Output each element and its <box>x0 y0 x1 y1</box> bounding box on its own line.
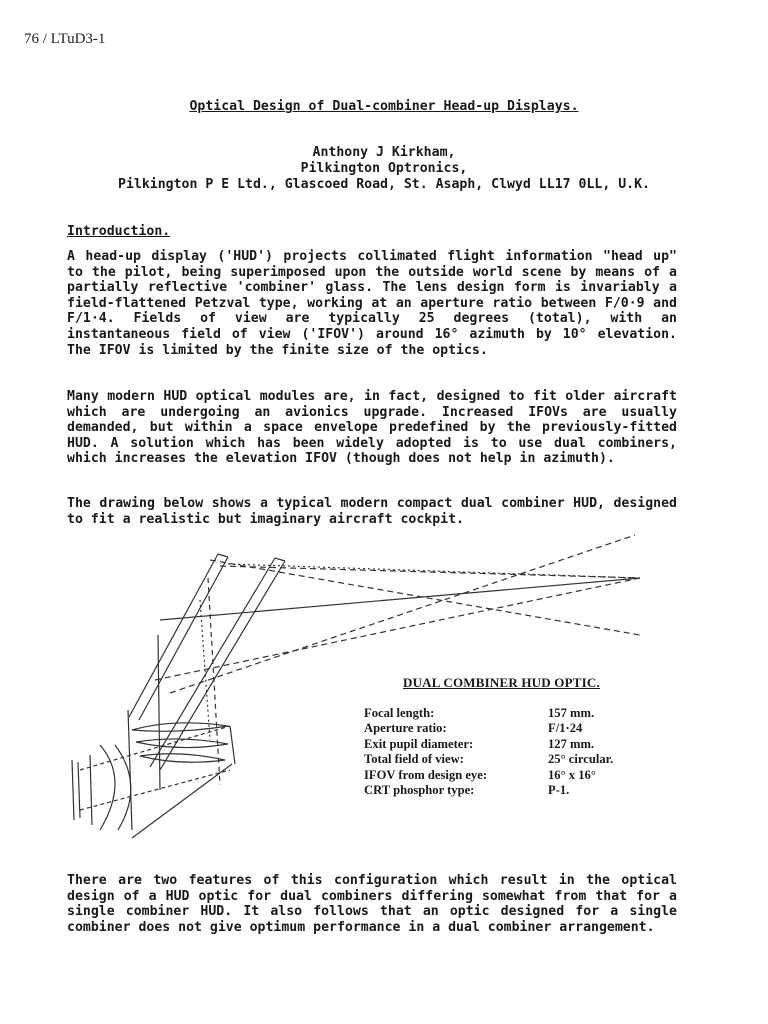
ray-solid <box>160 578 640 620</box>
section-heading-introduction: Introduction. <box>67 224 171 239</box>
lens-barrel <box>128 710 235 838</box>
spec-label: IFOV from design eye: <box>364 767 488 782</box>
author-address: Pilkington P E Ltd., Glascoed Road, St. Asaph, Clwyd LL17 0LL, U.K. <box>118 177 650 192</box>
spec-value: 127 mm. <box>548 736 595 751</box>
spec-label: Exit pupil diameter: <box>364 736 474 751</box>
spec-table <box>364 706 688 798</box>
spec-label: CRT phosphor type: <box>364 782 475 797</box>
paper-title: Optical Design of Dual-combiner Head-up Displays. <box>189 99 579 114</box>
spec-value: 157 mm. <box>548 706 595 720</box>
spec-row-aperture-ratio <box>364 721 688 736</box>
author-organization: Pilkington Optronics, <box>300 161 468 176</box>
spec-label: Focal length: <box>364 706 435 720</box>
spec-value: F/1·24 <box>548 721 583 736</box>
spec-row-ifov <box>364 768 688 783</box>
spec-value: 25° circular. <box>548 752 614 767</box>
ray-dashed-1 <box>170 535 635 693</box>
housing-line-left <box>158 635 160 790</box>
spec-row-crt-phosphor <box>364 783 688 798</box>
paragraph-3: The drawing below shows a typical modern compact dual combiner HUD, designed to fit a realistic but imaginary aircraft cockpit. <box>67 496 677 527</box>
figure-title: DUAL COMBINER HUD OPTIC. <box>403 675 600 690</box>
paragraph-4: There are two features of this configuration which result in the optical design of a HUD optic for dual combiners differing somewhat from that for a single combiner HUD. It also follows that an optic designed for a single combiner does not give optimum performance in a dual combiner arrangement. <box>67 873 677 935</box>
crt-body <box>90 745 131 830</box>
outer-combiner-glass <box>129 554 228 720</box>
lens-group-upper <box>132 723 228 732</box>
author-name: Anthony J Kirkham, <box>312 145 456 160</box>
crt-faceplate <box>72 760 80 820</box>
spec-row-focal-length <box>364 706 688 721</box>
paragraph-1: A head-up display ('HUD') projects collimated flight information "head up" to the pilot, being superimposed upon the outside world scene by means of a partially reflective 'combiner' glass. The lens design form is invariably a field-flattened Petzval type, working at an aperture ratio between F/0·9 and F/1·4. Fields of view are typically 25 degrees (total), with an instantaneous field of view ('IFOV') around 16° azimuth by 10° elevation. The IFOV is limited by the finite size of the optics. <box>67 249 677 358</box>
crt-ray-bundle <box>80 726 230 810</box>
ray-dashed-3 <box>220 566 640 578</box>
spec-value: 16° x 16° <box>548 767 596 782</box>
housing-line-right <box>208 578 220 785</box>
paragraph-2: Many modern HUD optical modules are, in fact, designed to fit older aircraft which are undergoing an avionics upgrade. Increased IFOVs are usually demanded, but within a space envelope predefined by the previously-fitted HUD. A solution which has been widely adopted is to use dual combiners, which increases the elevation IFOV (though does not help in azimuth). <box>67 389 677 467</box>
spec-value: P-1. <box>548 782 570 797</box>
lens-group-lower <box>140 754 225 763</box>
page-reference: 76 / LTuD3-1 <box>24 31 106 47</box>
spec-label: Aperture ratio: <box>364 721 447 736</box>
spec-label: Total field of view: <box>364 752 464 767</box>
spec-row-field-of-view <box>364 752 688 767</box>
ray-dotted <box>228 564 640 578</box>
spec-row-exit-pupil <box>364 737 688 752</box>
